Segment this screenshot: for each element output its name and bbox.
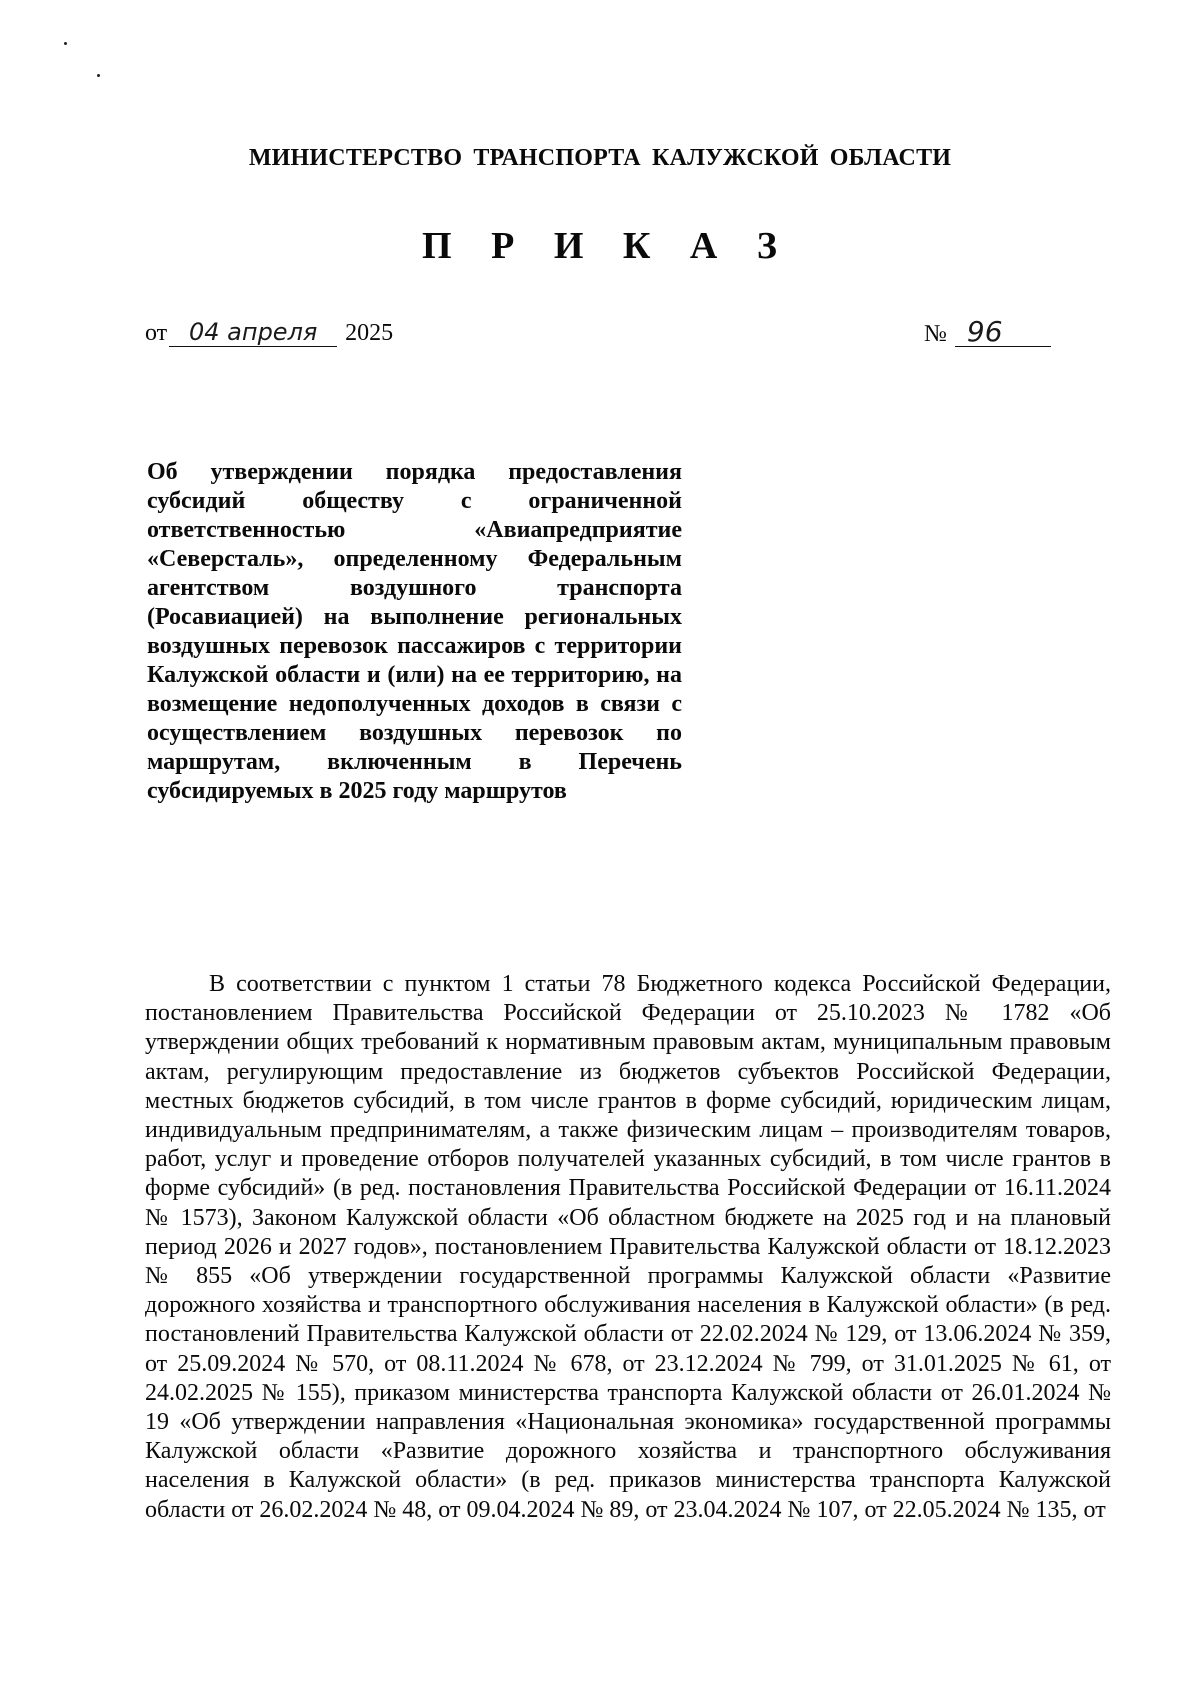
date-prefix: от	[145, 320, 168, 346]
body-paragraph: В соответствии с пунктом 1 статьи 78 Бюджетного кодекса Российской Федерации, постановлением Правительства Российской Федерации от 25.10.2023 № 1782 «Об утверждении общих требований к нормативным правовым актам, муниципальным правовым актам, регулирующим предоставление из бюджетов субъектов Российской Федерации, местных бюджетов субсидий, в том числе грантов в форме субсидий, юридическим лицам, индивидуальным предпринимателям, а также физическим лицам – производителям товаров, работ, услуг и проведение отборов получателей указанных субсидий, в том числе грантов в форме субсидий» (в ред. постановления Правительства Российской Федерации от 16.11.2024 № 1573), Законом Калужской области «Об областном бюджете на 2025 год и на плановый период 2026 и 2027 годов», постановлением Правительства Калужской области от 18.12.2023 № 855 «Об утверждении государственной программы Калужской области «Развитие дорожного хозяйства и транспортного обслуживания населения в Калужской области» (в ред. постановлений Правительства Калужской области от 22.02.2024 № 129, от 13.06.2024 № 359, от 25.09.2024 № 570, от 08.11.2024 № 678, от 23.12.2024 № 799, от 31.01.2025 № 61, от 24.02.2025 № 155), приказом министерства транспорта Калужской области от 26.01.2024 № 19 «Об утверждении направления «Национальная экономика» государственной программы Калужской области «Развитие дорожного хозяйства и транспортного обслуживания населения в Калужской области» (в ред. приказов министерства транспорта Калужской области от 26.02.2024 № 48, от 09.04.2024 № 89, от 23.04.2024 № 107, от 22.05.2024 № 135, от	[145, 971, 1111, 1523]
order-date	[145, 318, 393, 347]
document-title: П Р И К А З	[422, 225, 792, 267]
scan-speck	[97, 74, 100, 77]
date-year: 2025	[345, 320, 394, 346]
ministry-name: МИНИСТЕРСТВО ТРАНСПОРТА КАЛУЖСКОЙ ОБЛАСТИ	[248, 145, 952, 171]
order-number	[924, 315, 1051, 348]
number-sign: №	[924, 321, 947, 347]
scan-speck	[64, 42, 67, 45]
handwritten-number: 96	[955, 318, 1051, 347]
handwritten-date: 04 апреля	[169, 318, 337, 347]
order-subject: Об утверждении порядка предоставления субсидий обществу с ограниченной ответственностью «Авиапредприятие «Северсталь», определенному Федеральным агентством воздушного транспорта (Росавиацией) на выполнение региональных воздушных перевозок пассажиров с территории Калужской области и (или) на ее территорию, на возмещение недополученных доходов в связи с осуществлением воздушных перевозок по маршрутам, включенным в Перечень субсидируемых в 2025 году маршрутов	[147, 459, 682, 804]
body-text	[145, 970, 1111, 1525]
